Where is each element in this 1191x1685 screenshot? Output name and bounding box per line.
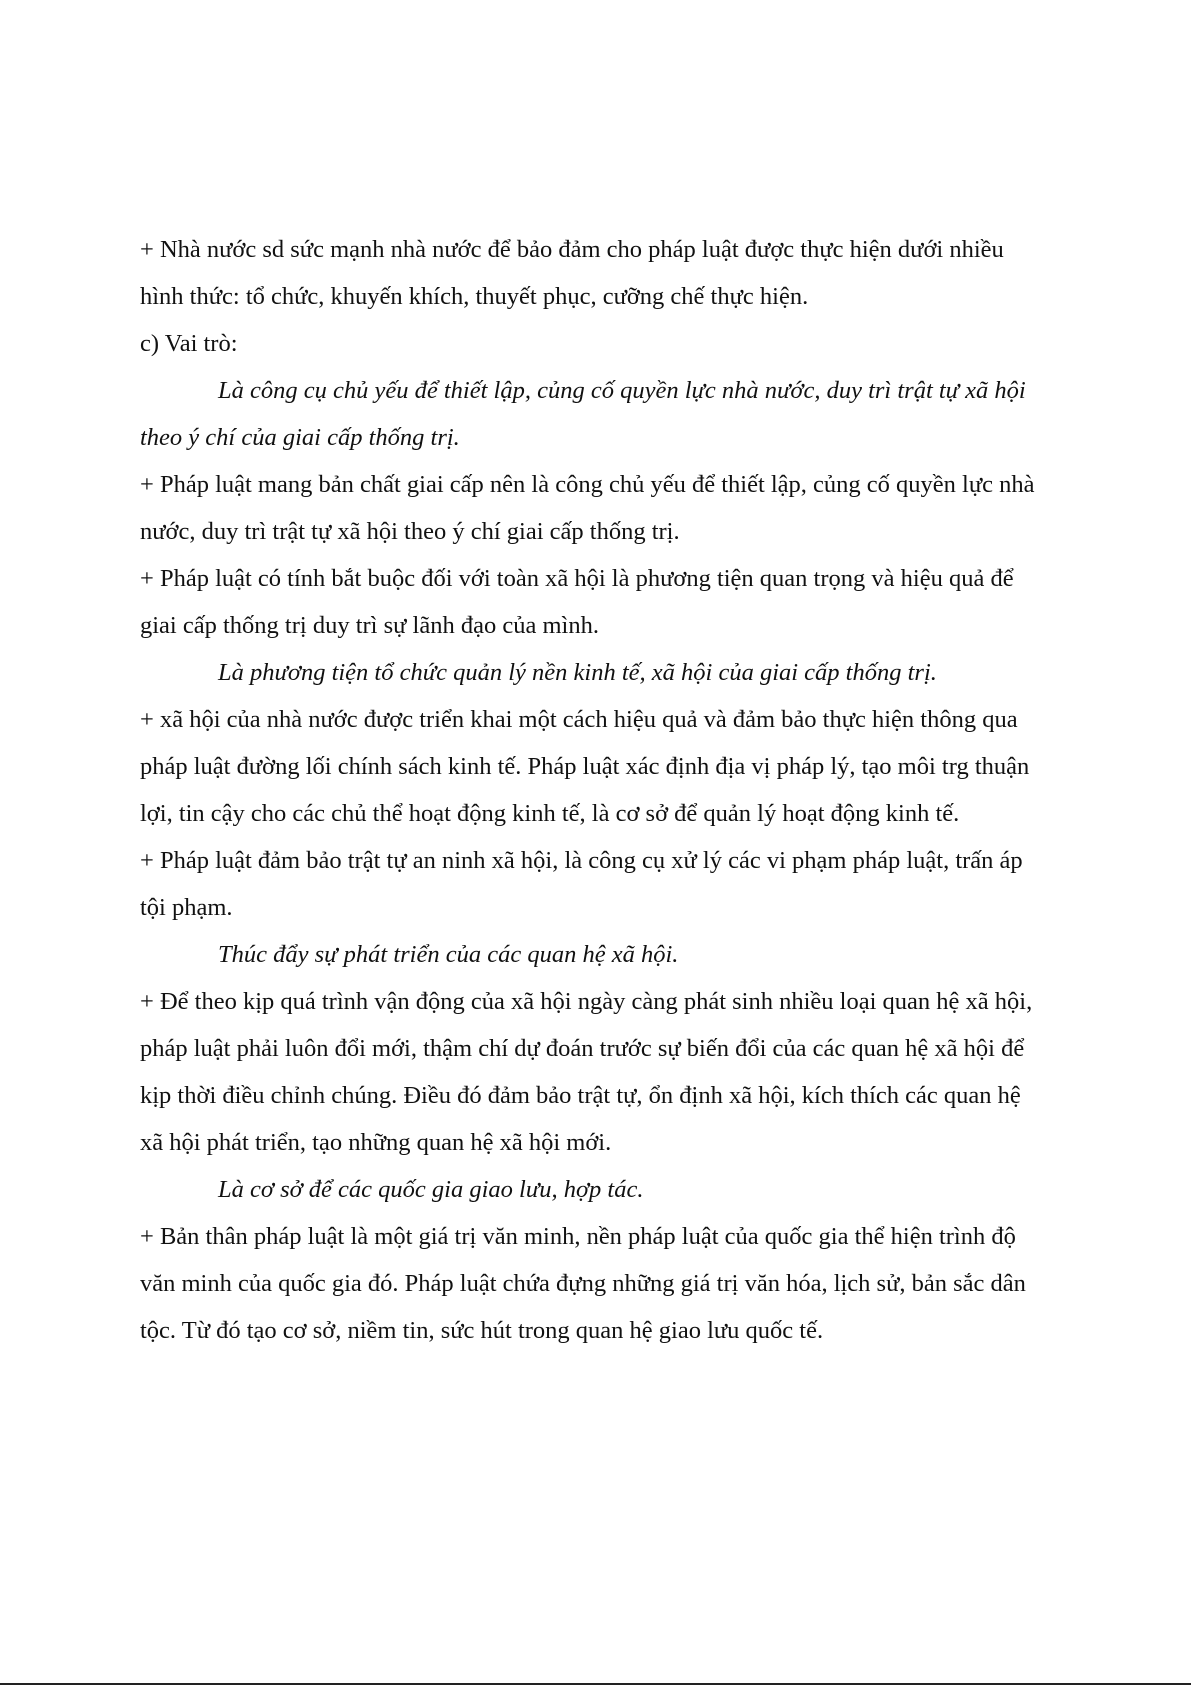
- document-body: [140, 226, 1050, 1354]
- subheading-economic-management: Là phương tiện tổ chức quản lý nền kinh tế, xã hội của giai cấp thống trị.: [218, 659, 937, 686]
- paragraph-law-renewal: + Để theo kịp quá trình vận động của xã hội ngày càng phát sinh nhiều loại quan hệ xã hội, pháp luật phải luôn đổi mới, thậm chí dự đoán trước sự biến đổi của các quan hệ xã hội để kịp thời điều chỉnh chúng. Điều đó đảm bảo trật tự, ổn định xã hội, kích thích các quan hệ xã hội phát triển, tạo những quan hệ xã hội mới.: [140, 988, 1033, 1156]
- subheading-tool-of-power: Là công cụ chủ yếu để thiết lập, củng cố quyền lực nhà nước, duy trì trật tự xã hội theo ý chí của giai cấp thống trị.: [140, 377, 1026, 451]
- subheading-social-relations: Thúc đẩy sự phát triển của các quan hệ xã hội.: [218, 941, 679, 968]
- paragraph-mandatory-nature: + Pháp luật có tính bắt buộc đối với toàn xã hội là phương tiện quan trọng và hiệu quả để giai cấp thống trị duy trì sự lãnh đạo của mình.: [140, 565, 1014, 639]
- paragraph-public-order: + Pháp luật đảm bảo trật tự an ninh xã hội, là công cụ xử lý các vi phạm pháp luật, trấn áp tội phạm.: [140, 847, 1023, 921]
- paragraph-class-nature: + Pháp luật mang bản chất giai cấp nên là công chủ yếu để thiết lập, củng cố quyền lực nhà nước, duy trì trật tự xã hội theo ý chí giai cấp thống trị.: [140, 471, 1035, 545]
- paragraph-economic-policy: + xã hội của nhà nước được triển khai một cách hiệu quả và đảm bảo thực hiện thông qua pháp luật đường lối chính sách kinh tế. Pháp luật xác định địa vị pháp lý, tạo môi trg thuận lợi, tin cậy cho các chủ thể hoạt động kinh tế, là cơ sở để quản lý hoạt động kinh tế.: [140, 706, 1030, 827]
- paragraph-enforcement: + Nhà nước sd sức mạnh nhà nước để bảo đảm cho pháp luật được thực hiện dưới nhiều hình thức: tổ chức, khuyến khích, thuyết phục, cưỡng chế thực hiện.: [140, 236, 1004, 310]
- subheading-international-cooperation: Là cơ sở để các quốc gia giao lưu, hợp tác.: [218, 1176, 644, 1203]
- section-heading-role: c) Vai trò:: [140, 330, 238, 357]
- paragraph-civilization-value: + Bản thân pháp luật là một giá trị văn minh, nền pháp luật của quốc gia thể hiện trình độ văn minh của quốc gia đó. Pháp luật chứa đựng những giá trị văn hóa, lịch sử, bản sắc dân tộc. Từ đó tạo cơ sở, niềm tin, sức hút trong quan hệ giao lưu quốc tế.: [140, 1223, 1026, 1344]
